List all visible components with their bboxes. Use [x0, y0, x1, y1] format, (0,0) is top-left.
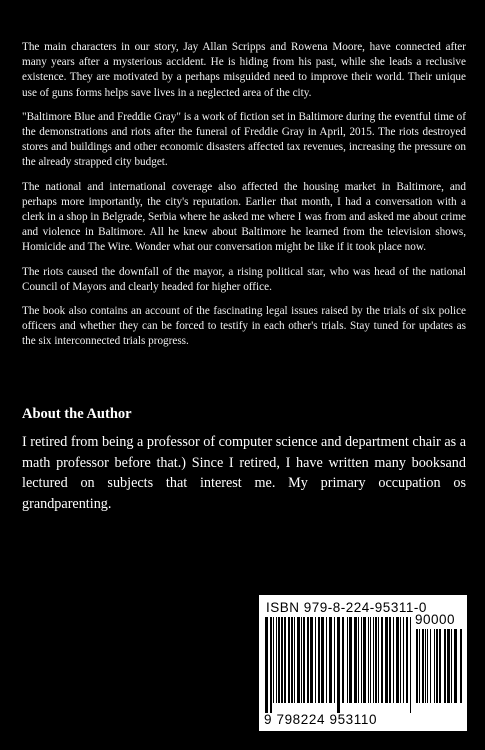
barcode-bar [303, 617, 305, 703]
barcode-bar [334, 617, 335, 703]
barcode-bar [307, 617, 309, 703]
barcode-bar [425, 629, 426, 703]
barcode-bar [447, 629, 450, 703]
barcode-bar [361, 617, 362, 703]
barcode-bar [354, 617, 357, 703]
barcode-bar [427, 629, 428, 703]
barcode-addon-bars [415, 629, 465, 713]
barcode-bar [422, 629, 424, 703]
barcode-bar [273, 617, 274, 703]
barcode-bar [301, 617, 302, 703]
book-blurb [22, 40, 466, 359]
barcode-addon-digits: 90000 [415, 612, 456, 627]
blurb-paragraph-4: The riots caused the downfall of the mayor, a rising political star, who was head of the national Council of Mayors and clearly headed for higher office. [22, 265, 466, 293]
barcode-bar [378, 617, 379, 703]
barcode-bar [403, 617, 404, 703]
barcode-bar [297, 617, 300, 703]
barcode-bar [430, 629, 431, 703]
barcode-bar [318, 617, 320, 703]
barcode-bar [419, 629, 420, 703]
barcode-bar [389, 617, 391, 703]
barcode-bar [270, 617, 272, 713]
barcode-bar [337, 617, 340, 713]
barcode-bar [381, 617, 383, 703]
barcode-bar [460, 629, 462, 703]
barcode-bar [373, 617, 374, 703]
barcode-bar [370, 617, 371, 703]
barcode-bar [444, 629, 446, 703]
barcode-bar [439, 629, 441, 703]
isbn-label: ISBN 979-8-224-95311-0 [266, 600, 427, 615]
barcode-bar [368, 617, 369, 703]
barcode-bar [321, 617, 324, 703]
barcode-bar [342, 617, 344, 703]
barcode-bar [385, 617, 388, 703]
barcode-bar [406, 617, 408, 703]
barcode-bar [284, 617, 286, 703]
barcode-bar [400, 617, 401, 703]
barcode-digits: 9 798224 953110 [264, 712, 378, 727]
barcode-bar [278, 617, 280, 703]
barcode-bar [349, 617, 352, 703]
barcode-bar [393, 617, 394, 703]
blurb-paragraph-3: The national and international coverage also affected the housing market in Baltimore, and perhaps more importantly, the city's reputation. Earlier that month, I had a conversation with a clerk in a shop in Belgrade, Serbia where he asked me where I was from and asked me about crime and violence in Baltimore. All he knew about Baltimore he learned from the television shows, Homicide and The Wire. Wonder what our conversation might be like if it took place now. [22, 180, 466, 254]
barcode-bar [347, 617, 348, 703]
barcode-bar [451, 629, 452, 703]
barcode-bar [326, 617, 327, 703]
barcode-bar [281, 617, 283, 703]
barcode-bar [410, 617, 411, 713]
barcode-bar [291, 617, 293, 703]
barcode-bar [363, 617, 366, 703]
about-author-heading: About the Author [22, 406, 132, 422]
barcode-bar [265, 617, 268, 713]
barcode-bars [264, 617, 414, 713]
blurb-paragraph-5: The book also contains an account of the fascinating legal issues raised by the trials of six police officers and whether they can be forced to testify in each other's trials. Stay tuned for updates as the six interconnected trials progress. [22, 305, 466, 348]
barcode-bar [329, 617, 332, 703]
barcode-bar [276, 617, 277, 703]
barcode-bar [315, 617, 316, 703]
blurb-paragraph-2: "Baltimore Blue and Freddie Gray" is a work of fiction set in Baltimore during the eventful time of the demonstrations and riots after the funeral of Freddie Gray in April, 2015. The riots destroyed stores and buildings and other economic disasters affected tax revenues, increasing the pressure on the already strapped city budget. [22, 110, 466, 169]
barcode-bar [358, 617, 359, 703]
barcode-bar [288, 617, 290, 703]
barcode-bar [434, 629, 435, 703]
barcode-bar [454, 629, 457, 703]
barcode-bar [310, 617, 313, 703]
barcode-bar [436, 629, 438, 703]
about-author-text: I retired from being a professor of computer science and department chair as a math professor before that.) Since I retired, I have written many booksand lectured on subjects that interest me. My primary occupation os grandparenting. [22, 434, 466, 512]
barcode-bar [396, 617, 399, 703]
blurb-paragraph-1: The main characters in our story, Jay Allan Scripps and Rowena Moore, have connected after many years after a mysterious accident. He is hiding from his past, while she leads a reclusive existence. They are motivated by a perhaps misguided need to improve their world. Their unique use of guns forms helps save lives in a neglected area of the city. [22, 41, 466, 99]
barcode-bar [416, 629, 418, 703]
barcode-bar [375, 617, 377, 703]
barcode-bar [294, 617, 295, 703]
